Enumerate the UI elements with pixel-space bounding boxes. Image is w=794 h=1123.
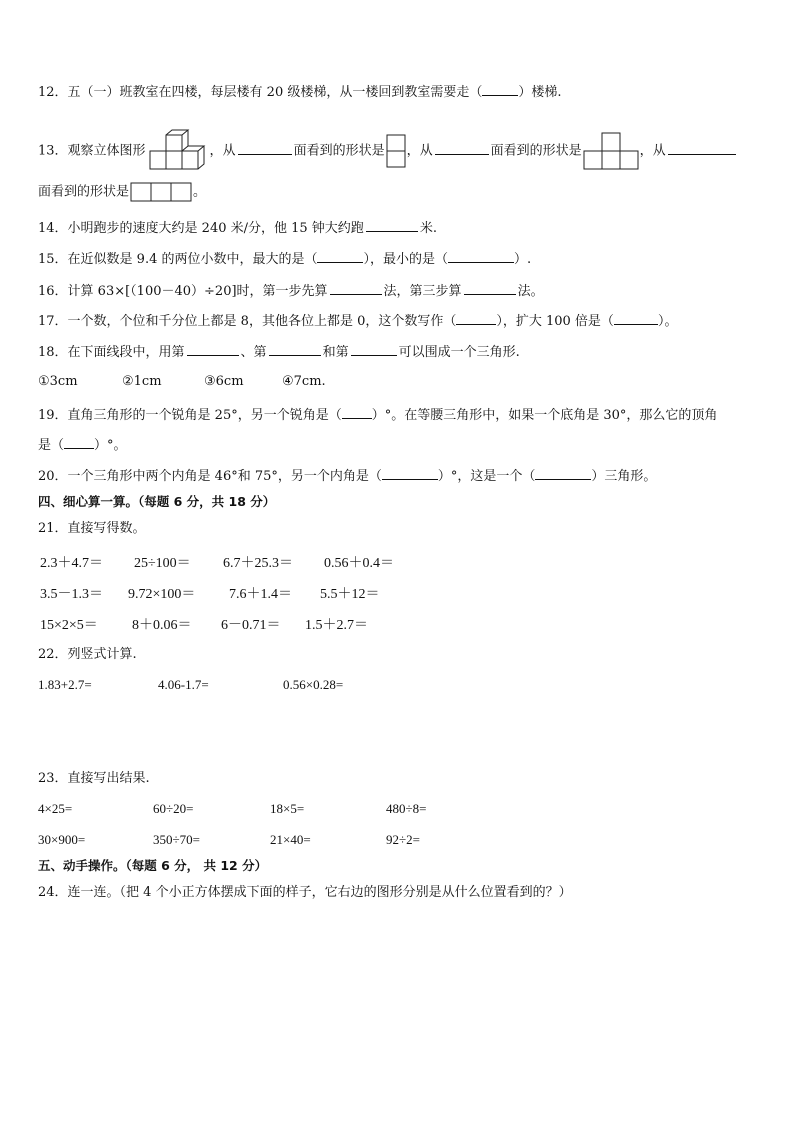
q19-text-4: ）°。 <box>94 438 127 453</box>
q20-text-2: ）°，这是一个（ <box>437 469 536 484</box>
q21-item: 0.56＋0.4＝ <box>324 556 394 571</box>
q23-item: 60÷20= <box>153 801 194 816</box>
q13-from-3: ，从 <box>639 143 666 159</box>
q20-text-3: ）三角形。 <box>591 469 657 484</box>
question-17 <box>38 312 677 331</box>
q12-text-after: ）楼梯. <box>518 85 562 100</box>
q15-text-1: 15．在近似数是 9.4 的两位小数中，最大的是（ <box>38 252 318 267</box>
q21-item: 8＋0.06＝ <box>132 618 192 633</box>
q18-blank-1[interactable] <box>187 343 239 356</box>
q14-blank[interactable] <box>366 219 418 232</box>
q21-item: 3.5－1.3＝ <box>40 587 103 602</box>
q16-text-2: 法，第三步算 <box>383 284 462 299</box>
q19-text-1: 19．直角三角形的一个锐角是 25°，另一个锐角是（ <box>38 408 342 423</box>
q19-text-3: 是（ <box>38 438 65 453</box>
q14-unit: 米. <box>419 221 437 236</box>
question-18 <box>38 343 520 362</box>
q18-text-1: 18．在下面线段中，用第 <box>38 345 185 360</box>
q24-title: 24．连一连。（把 4 个小正方体摆成下面的样子，它右边的图形分别是从什么位置看到的？） <box>38 885 572 900</box>
q16-text-1: 16．计算 63×[（100－40）÷20]时，第一步先算 <box>38 284 328 299</box>
q21-item: 25÷100＝ <box>134 556 191 571</box>
three-square-row-icon <box>129 181 193 203</box>
q21-item: 6.7＋25.3＝ <box>223 556 293 571</box>
q13-blank-3[interactable] <box>668 142 736 155</box>
q21-item: 15×2×5＝ <box>40 618 98 633</box>
question-15 <box>38 250 531 269</box>
section-5-title: 五、动手操作。（每题 6 分， 共 12 分） <box>38 858 268 873</box>
q13-shape-is-2: 面看到的形状是 <box>490 143 582 159</box>
q23-item: 30×900= <box>38 832 86 847</box>
q13-shape-is-1: 面看到的形状是 <box>293 143 385 159</box>
q21-item: 9.72×100＝ <box>128 587 196 602</box>
q15-text-2: ），最小的是（ <box>363 252 448 267</box>
q14-text: 14．小明跑步的速度大约是 240 米/分，他 15 钟大约跑 <box>38 221 364 236</box>
q13-blank-1[interactable] <box>238 142 292 155</box>
section-4-title: 四、细心算一算。（每题 6 分，共 18 分） <box>38 494 276 509</box>
q19-blank-2[interactable] <box>64 436 94 449</box>
q19-text-2: ）°。在等腰三角形中，如果一个底角是 30°，那么它的顶角 <box>371 408 718 423</box>
q21-item: 7.6＋1.4＝ <box>229 587 292 602</box>
question-16 <box>38 282 544 301</box>
q18-text-4: 可以围成一个三角形. <box>398 345 520 360</box>
question-12 <box>38 83 562 102</box>
q13-from-1: ，从 <box>209 143 236 159</box>
q22-item: 0.56×0.28= <box>283 677 344 692</box>
q17-blank-2[interactable] <box>614 312 658 325</box>
q16-text-3: 法。 <box>517 284 544 299</box>
question-13 <box>38 129 738 173</box>
solid-figure-icon <box>146 129 210 173</box>
q23-item: 350÷70= <box>153 832 200 847</box>
q18-option-4: ④7cm. <box>282 374 326 389</box>
q18-text-2: 、第 <box>240 345 267 360</box>
q19-blank-1[interactable] <box>342 406 372 419</box>
q18-blank-2[interactable] <box>269 343 321 356</box>
q21-item: 6－0.71＝ <box>221 618 281 633</box>
q21-title: 21．直接写得数。 <box>38 521 146 536</box>
question-13-cont <box>38 181 206 203</box>
q18-text-3: 和第 <box>322 345 349 360</box>
q15-blank-max[interactable] <box>317 250 363 263</box>
q16-blank-2[interactable] <box>464 282 516 295</box>
q13-blank-2[interactable] <box>435 142 489 155</box>
q21-item: 1.5＋2.7＝ <box>305 618 368 633</box>
q22-title: 22．列竖式计算. <box>38 647 137 662</box>
question-19-cont <box>38 436 127 455</box>
t-shape-icon <box>582 131 640 171</box>
q22-item: 1.83+2.7= <box>38 677 92 692</box>
question-19 <box>38 406 717 425</box>
q23-title: 23．直接写出结果. <box>38 771 150 786</box>
q20-text-1: 20．一个三角形中两个内角是 46°和 75°，另一个内角是（ <box>38 469 382 484</box>
q23-item: 92÷2= <box>386 832 420 847</box>
q12-text-before: 12．五（一）班教室在四楼，每层楼有 20 级楼梯，从一楼回到教室需要走（ <box>38 85 483 100</box>
q12-answer-blank[interactable] <box>482 83 518 96</box>
q23-item: 21×40= <box>270 832 311 847</box>
q20-blank-1[interactable] <box>382 467 438 480</box>
q17-text-1: 17．一个数，个位和千分位上都是 8，其他各位上都是 0，这个数写作（ <box>38 314 457 329</box>
q21-item: 5.5＋12＝ <box>320 587 380 602</box>
q18-option-2: ②1cm <box>122 374 162 389</box>
q18-option-1: ①3cm <box>38 374 78 389</box>
q23-item: 480÷8= <box>386 801 427 816</box>
q18-option-3: ③6cm <box>204 374 244 389</box>
q23-item: 18×5= <box>270 801 305 816</box>
q13-from-2: ，从 <box>406 143 433 159</box>
question-14 <box>38 219 437 238</box>
q17-text-2: ），扩大 100 倍是（ <box>496 314 614 329</box>
q23-item: 4×25= <box>38 801 73 816</box>
q21-item: 2.3＋4.7＝ <box>40 556 103 571</box>
q13-shape-is-3: 面看到的形状是 <box>38 184 130 200</box>
q13-end: 。 <box>193 184 207 200</box>
q15-text-3: ）. <box>514 252 532 267</box>
question-20 <box>38 467 656 486</box>
q20-blank-2[interactable] <box>535 467 591 480</box>
q18-blank-3[interactable] <box>351 343 397 356</box>
q16-blank-1[interactable] <box>330 282 382 295</box>
q13-label: 13．观察立体图形 <box>38 143 146 159</box>
q22-item: 4.06-1.7= <box>158 677 209 692</box>
two-square-vertical-icon <box>385 133 407 169</box>
q15-blank-min[interactable] <box>448 250 514 263</box>
q17-text-3: ）。 <box>657 314 678 329</box>
q17-blank-1[interactable] <box>456 312 496 325</box>
